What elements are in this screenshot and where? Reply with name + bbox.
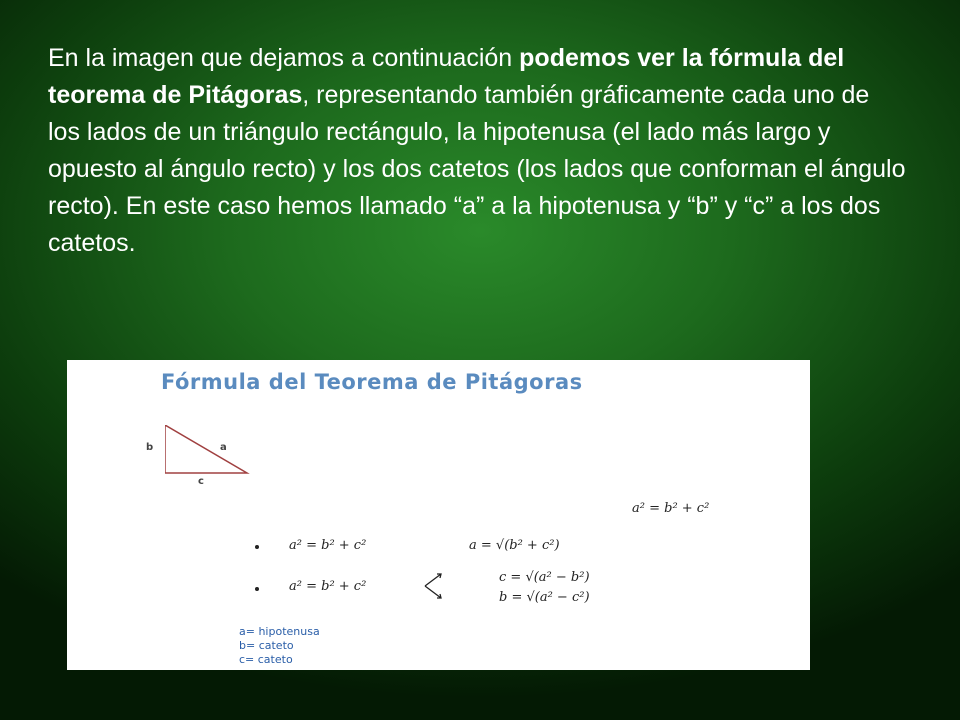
legend-cateto-c: c= cateto xyxy=(239,653,293,666)
bullet-2 xyxy=(255,587,259,591)
paragraph-bold: podemos ver la fórmula del teorema de Pitágoras xyxy=(48,44,845,109)
legend-hipotenusa: a= hipotenusa xyxy=(239,625,320,638)
triangle-label-c: c xyxy=(198,476,204,487)
right-triangle xyxy=(165,425,247,473)
paragraph-rest: , representando también gráficamente cada uno de los lados de un triángulo rectángulo, la hipotenusa (el lado más largo y opuesto al ángulo recto) y los dos catetos (los lados que conforman el ángulo recto). En este caso hemos llamado “a” a la hipotenusa y “b” y “c” a los dos catetos. xyxy=(48,81,906,257)
right-triangle-diagram xyxy=(165,425,255,477)
row2-formula: a² = b² + c² xyxy=(289,579,367,594)
row2-solution-b: b = √(a² − c²) xyxy=(499,590,590,605)
row1-formula: a² = b² + c² xyxy=(289,538,367,553)
row2-solution-c: c = √(a² − b²) xyxy=(499,570,590,585)
figure-title: Fórmula del Teorema de Pitágoras xyxy=(161,370,583,394)
triangle-label-b: b xyxy=(146,442,154,453)
row1-solution: a = √(b² + c²) xyxy=(469,538,560,553)
bullet-1 xyxy=(255,545,259,549)
top-formula: a² = b² + c² xyxy=(632,501,710,516)
slide-paragraph xyxy=(48,40,908,262)
branch-arrows-icon xyxy=(423,570,445,602)
pythagoras-figure xyxy=(67,360,810,670)
legend-cateto-b: b= cateto xyxy=(239,639,294,652)
paragraph-intro: En la imagen que dejamos a continuación xyxy=(48,44,520,72)
triangle-label-a: a xyxy=(220,442,227,453)
